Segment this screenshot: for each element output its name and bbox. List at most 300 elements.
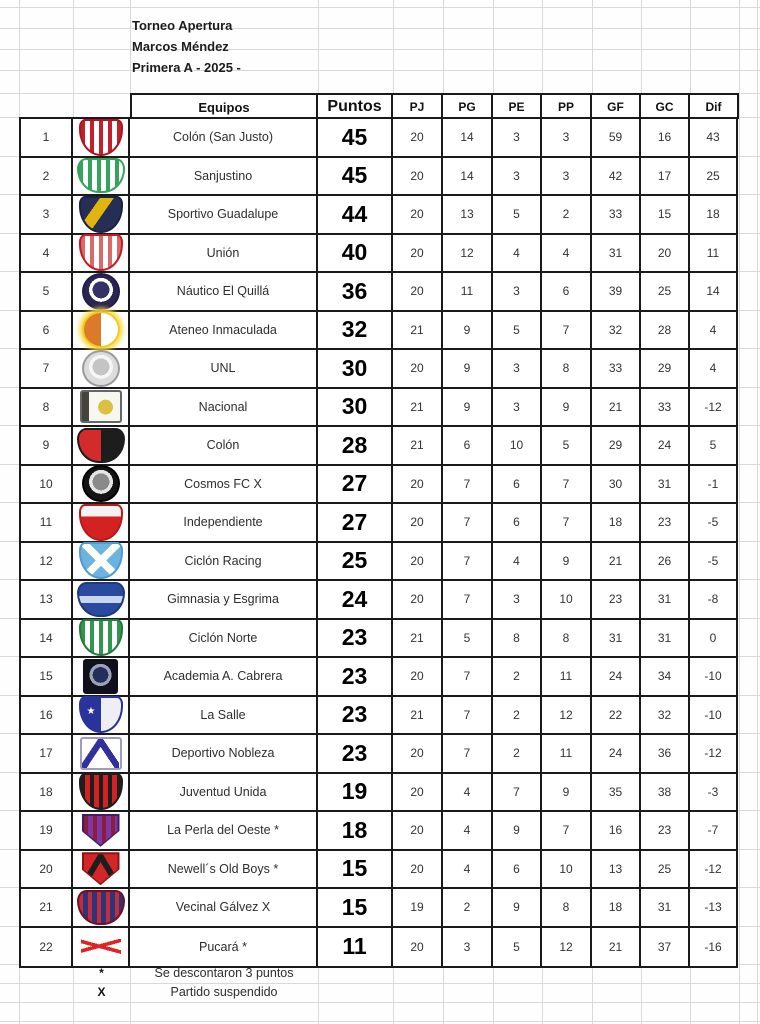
table-row — [21, 350, 736, 389]
gf-cell[interactable] — [592, 581, 641, 620]
gc-cell[interactable] — [641, 928, 690, 967]
pj-cell[interactable] — [393, 196, 443, 235]
pp-cell[interactable] — [542, 543, 592, 582]
pg-cell[interactable] — [443, 504, 493, 543]
position-cell[interactable] — [21, 389, 73, 428]
la-perla-del-oeste-crest — [82, 814, 120, 847]
pe-cell[interactable] — [493, 158, 542, 197]
sheet-title-line3[interactable]: Primera A - 2025 - — [132, 60, 241, 75]
gc-cell[interactable] — [641, 273, 690, 312]
team-cell[interactable] — [130, 350, 318, 389]
pe-cell[interactable] — [493, 273, 542, 312]
pp-cell[interactable] — [542, 350, 592, 389]
team-cell[interactable] — [130, 235, 318, 274]
team-cell[interactable] — [130, 273, 318, 312]
gc-cell[interactable] — [641, 389, 690, 428]
team-cell[interactable] — [130, 543, 318, 582]
dif-value: 11 — [706, 245, 720, 260]
pj-cell[interactable] — [393, 812, 443, 851]
team-name: Colón — [206, 438, 240, 453]
pj-cell[interactable] — [393, 235, 443, 274]
team-cell[interactable] — [130, 466, 318, 505]
pj-cell[interactable] — [393, 620, 443, 659]
vecinal-galvez-crest — [77, 890, 125, 925]
pe-cell[interactable] — [493, 196, 542, 235]
crest-cell[interactable] — [73, 466, 130, 505]
pj-cell[interactable] — [393, 350, 443, 389]
table-row — [21, 774, 736, 813]
pg-cell[interactable] — [443, 774, 493, 813]
position-cell[interactable] — [21, 928, 73, 967]
position-cell[interactable] — [21, 543, 73, 582]
pe-cell[interactable] — [493, 235, 542, 274]
sheet-title-line1[interactable]: Torneo Apertura — [132, 18, 233, 33]
pj-cell[interactable] — [393, 389, 443, 428]
pj-value: 20 — [410, 245, 424, 260]
dif-cell[interactable] — [690, 196, 736, 235]
pg-cell[interactable] — [443, 235, 493, 274]
team-cell[interactable] — [130, 119, 318, 158]
team-cell[interactable] — [130, 581, 318, 620]
position-cell[interactable] — [21, 273, 73, 312]
position-cell[interactable] — [21, 620, 73, 659]
gf-cell[interactable] — [592, 196, 641, 235]
gf-cell[interactable] — [592, 697, 641, 736]
pp-value: 9 — [562, 399, 570, 414]
dif-cell[interactable] — [690, 504, 736, 543]
pj-cell[interactable] — [393, 851, 443, 890]
crest-cell[interactable] — [73, 928, 130, 967]
crest-cell[interactable] — [73, 812, 130, 851]
pg-cell[interactable] — [443, 466, 493, 505]
puntos-value: 11 — [342, 933, 367, 960]
puntos-cell[interactable] — [318, 851, 393, 890]
pg-value: 2 — [463, 900, 471, 915]
crest-cell[interactable] — [73, 158, 130, 197]
puntos-cell[interactable] — [318, 658, 393, 697]
pe-cell[interactable] — [493, 427, 542, 466]
pj-value: 20 — [410, 130, 424, 145]
dif-cell[interactable] — [690, 312, 736, 351]
pp-cell[interactable] — [542, 427, 592, 466]
crest-cell[interactable] — [73, 774, 130, 813]
gf-value: 59 — [608, 130, 623, 145]
footnote-asterisk-text[interactable]: Se descontaron 3 puntos — [154, 966, 294, 980]
crest-cell[interactable] — [73, 504, 130, 543]
col-header-pp[interactable]: PP — [542, 95, 592, 119]
pg-cell[interactable] — [443, 581, 493, 620]
pe-cell[interactable] — [493, 851, 542, 890]
gf-cell[interactable] — [592, 928, 641, 967]
pe-cell[interactable] — [493, 581, 542, 620]
pp-cell[interactable] — [542, 851, 592, 890]
puntos-cell[interactable] — [318, 389, 393, 428]
gc-cell[interactable] — [641, 427, 690, 466]
crest-cell[interactable] — [73, 543, 130, 582]
gc-cell[interactable] — [641, 697, 690, 736]
gf-cell[interactable] — [592, 812, 641, 851]
puntos-cell[interactable] — [318, 812, 393, 851]
gc-cell[interactable] — [641, 658, 690, 697]
puntos-cell[interactable] — [318, 466, 393, 505]
pj-cell[interactable] — [393, 543, 443, 582]
pj-cell[interactable] — [393, 735, 443, 774]
pj-cell[interactable] — [393, 928, 443, 967]
col-header-gf[interactable]: GF — [592, 95, 641, 119]
dif-cell[interactable] — [690, 581, 736, 620]
pp-cell[interactable] — [542, 389, 592, 428]
team-cell[interactable] — [130, 889, 318, 928]
col-header-puntos[interactable]: Puntos — [318, 95, 393, 119]
pp-cell[interactable] — [542, 119, 592, 158]
pe-cell[interactable] — [493, 889, 542, 928]
gc-cell[interactable] — [641, 466, 690, 505]
academia-a-cabrera-crest — [83, 659, 118, 694]
gc-cell[interactable] — [641, 119, 690, 158]
puntos-cell[interactable] — [318, 273, 393, 312]
col-header-pg[interactable]: PG — [443, 95, 493, 119]
crest-cell[interactable] — [73, 889, 130, 928]
position-cell[interactable] — [21, 504, 73, 543]
position-cell[interactable] — [21, 158, 73, 197]
pj-cell[interactable] — [393, 581, 443, 620]
position-cell[interactable] — [21, 466, 73, 505]
pe-value: 3 — [513, 168, 520, 183]
gc-cell[interactable] — [641, 620, 690, 659]
crest-cell[interactable] — [73, 389, 130, 428]
pg-value: 7 — [463, 553, 471, 568]
pe-cell[interactable] — [493, 697, 542, 736]
puntos-cell[interactable] — [318, 620, 393, 659]
puntos-cell[interactable] — [318, 350, 393, 389]
table-row — [21, 851, 736, 890]
gc-value: 31 — [657, 592, 672, 607]
team-cell[interactable] — [130, 735, 318, 774]
pe-value: 8 — [513, 630, 520, 645]
team-cell[interactable] — [130, 620, 318, 659]
position-label: 8 — [42, 399, 50, 414]
crest-cell[interactable] — [73, 658, 130, 697]
pp-cell[interactable] — [542, 312, 592, 351]
pe-cell[interactable] — [493, 466, 542, 505]
pj-cell[interactable] — [393, 466, 443, 505]
dif-cell[interactable] — [690, 889, 736, 928]
gf-value: 13 — [608, 861, 623, 876]
gf-cell[interactable] — [592, 119, 641, 158]
pg-cell[interactable] — [443, 620, 493, 659]
col-header-pj[interactable]: PJ — [393, 95, 443, 119]
gimnasia-y-esgrima-crest — [77, 582, 125, 617]
position-cell[interactable] — [21, 312, 73, 351]
dif-cell[interactable] — [690, 273, 736, 312]
gc-cell[interactable] — [641, 196, 690, 235]
position-cell[interactable] — [21, 427, 73, 466]
pp-cell[interactable] — [542, 466, 592, 505]
position-cell[interactable] — [21, 735, 73, 774]
col-header-gc[interactable]: GC — [641, 95, 690, 119]
pg-cell[interactable] — [443, 196, 493, 235]
dif-cell[interactable] — [690, 235, 736, 274]
team-cell[interactable] — [130, 504, 318, 543]
gf-cell[interactable] — [592, 466, 641, 505]
pj-cell[interactable] — [393, 697, 443, 736]
puntos-cell[interactable] — [318, 158, 393, 197]
dif-cell[interactable] — [690, 735, 736, 774]
dif-cell[interactable] — [690, 119, 736, 158]
pe-value: 6 — [513, 476, 520, 491]
pe-value: 5 — [513, 939, 520, 954]
crest-cell[interactable] — [73, 235, 130, 274]
dif-value: -12 — [704, 399, 722, 414]
pg-cell[interactable] — [443, 543, 493, 582]
gf-cell[interactable] — [592, 889, 641, 928]
pe-cell[interactable] — [493, 735, 542, 774]
pp-value: 8 — [562, 361, 570, 376]
gf-cell[interactable] — [592, 774, 641, 813]
gc-cell[interactable] — [641, 312, 690, 351]
gc-cell[interactable] — [641, 543, 690, 582]
pe-cell[interactable] — [493, 658, 542, 697]
position-cell[interactable] — [21, 350, 73, 389]
puntos-cell[interactable] — [318, 196, 393, 235]
pe-cell[interactable] — [493, 312, 542, 351]
gf-cell[interactable] — [592, 504, 641, 543]
table-row — [21, 158, 736, 197]
team-cell[interactable] — [130, 851, 318, 890]
puntos-cell[interactable] — [318, 312, 393, 351]
gc-cell[interactable] — [641, 235, 690, 274]
pp-cell[interactable] — [542, 697, 592, 736]
pg-cell[interactable] — [443, 350, 493, 389]
dif-cell[interactable] — [690, 466, 736, 505]
pj-cell[interactable] — [393, 312, 443, 351]
pp-cell[interactable] — [542, 581, 592, 620]
gf-cell[interactable] — [592, 273, 641, 312]
puntos-value: 18 — [341, 816, 368, 843]
team-cell[interactable] — [130, 658, 318, 697]
puntos-cell[interactable] — [318, 774, 393, 813]
team-cell[interactable] — [130, 774, 318, 813]
pp-cell[interactable] — [542, 774, 592, 813]
team-cell[interactable] — [130, 812, 318, 851]
position-label: 13 — [39, 592, 53, 607]
puntos-value: 23 — [341, 662, 368, 689]
pg-cell[interactable] — [443, 119, 493, 158]
pj-cell[interactable] — [393, 427, 443, 466]
crest-cell[interactable] — [73, 620, 130, 659]
pg-cell[interactable] — [443, 312, 493, 351]
pg-cell[interactable] — [443, 158, 493, 197]
pp-cell[interactable] — [542, 235, 592, 274]
pe-cell[interactable] — [493, 620, 542, 659]
pp-cell[interactable] — [542, 196, 592, 235]
position-cell[interactable] — [21, 581, 73, 620]
dif-cell[interactable] — [690, 543, 736, 582]
pg-cell[interactable] — [443, 389, 493, 428]
gc-cell[interactable] — [641, 158, 690, 197]
pe-cell[interactable] — [493, 389, 542, 428]
crest-cell[interactable] — [73, 735, 130, 774]
table-row — [21, 427, 736, 466]
pj-cell[interactable] — [393, 273, 443, 312]
team-cell[interactable] — [130, 427, 318, 466]
pp-cell[interactable] — [542, 812, 592, 851]
sportivo-guadalupe-crest — [79, 196, 123, 233]
gf-cell[interactable] — [592, 658, 641, 697]
pe-cell[interactable] — [493, 774, 542, 813]
gc-cell[interactable] — [641, 889, 690, 928]
puntos-value: 27 — [341, 508, 368, 535]
pe-cell[interactable] — [493, 928, 542, 967]
gf-cell[interactable] — [592, 235, 641, 274]
pj-cell[interactable] — [393, 889, 443, 928]
puntos-cell[interactable] — [318, 504, 393, 543]
puntos-cell[interactable] — [318, 735, 393, 774]
position-cell[interactable] — [21, 235, 73, 274]
crest-cell[interactable] — [73, 196, 130, 235]
pj-cell[interactable] — [393, 774, 443, 813]
team-cell[interactable] — [130, 158, 318, 197]
gf-cell[interactable] — [592, 158, 641, 197]
dif-cell[interactable] — [690, 350, 736, 389]
gc-cell[interactable] — [641, 581, 690, 620]
position-cell[interactable] — [21, 697, 73, 736]
crest-cell[interactable] — [73, 581, 130, 620]
gf-cell[interactable] — [592, 620, 641, 659]
dif-cell[interactable] — [690, 697, 736, 736]
gc-cell[interactable] — [641, 735, 690, 774]
puntos-cell[interactable] — [318, 543, 393, 582]
gf-cell[interactable] — [592, 851, 641, 890]
pe-cell[interactable] — [493, 119, 542, 158]
pe-cell[interactable] — [493, 350, 542, 389]
pp-cell[interactable] — [542, 658, 592, 697]
puntos-cell[interactable] — [318, 697, 393, 736]
gc-cell[interactable] — [641, 350, 690, 389]
position-cell[interactable] — [21, 851, 73, 890]
position-cell[interactable] — [21, 812, 73, 851]
pp-cell[interactable] — [542, 158, 592, 197]
pj-value: 20 — [410, 284, 424, 299]
pg-cell[interactable] — [443, 427, 493, 466]
puntos-cell[interactable] — [318, 119, 393, 158]
dif-cell[interactable] — [690, 851, 736, 890]
col-header-equipos[interactable]: Equipos — [132, 95, 318, 119]
pe-cell[interactable] — [493, 543, 542, 582]
team-cell[interactable] — [130, 389, 318, 428]
pp-cell[interactable] — [542, 735, 592, 774]
pg-cell[interactable] — [443, 658, 493, 697]
dif-cell[interactable] — [690, 928, 736, 967]
pj-cell[interactable] — [393, 658, 443, 697]
position-cell[interactable] — [21, 889, 73, 928]
gf-cell[interactable] — [592, 427, 641, 466]
puntos-value: 28 — [341, 431, 368, 458]
gf-cell[interactable] — [592, 735, 641, 774]
pj-cell[interactable] — [393, 158, 443, 197]
puntos-cell[interactable] — [318, 581, 393, 620]
position-cell[interactable] — [21, 196, 73, 235]
footnote-asterisk-symbol[interactable]: * — [99, 966, 104, 980]
pp-cell[interactable] — [542, 889, 592, 928]
pg-cell[interactable] — [443, 928, 493, 967]
pp-cell[interactable] — [542, 504, 592, 543]
pe-cell[interactable] — [493, 504, 542, 543]
puntos-cell[interactable] — [318, 889, 393, 928]
pp-cell[interactable] — [542, 928, 592, 967]
gc-cell[interactable] — [641, 812, 690, 851]
position-cell[interactable] — [21, 658, 73, 697]
crest-cell[interactable] — [73, 350, 130, 389]
pg-cell[interactable] — [443, 697, 493, 736]
gf-cell[interactable] — [592, 312, 641, 351]
sheet-title-line2[interactable]: Marcos Méndez — [132, 39, 229, 54]
pj-cell[interactable] — [393, 119, 443, 158]
puntos-cell[interactable] — [318, 928, 393, 967]
gc-cell[interactable] — [641, 774, 690, 813]
table-row — [21, 273, 736, 312]
pg-cell[interactable] — [443, 273, 493, 312]
dif-cell[interactable] — [690, 620, 736, 659]
gf-cell[interactable] — [592, 389, 641, 428]
crest-cell[interactable] — [73, 697, 130, 736]
position-cell[interactable] — [21, 119, 73, 158]
pe-cell[interactable] — [493, 812, 542, 851]
footnote-x-symbol[interactable]: X — [97, 985, 106, 999]
pp-cell[interactable] — [542, 620, 592, 659]
col-header-dif[interactable]: Dif — [690, 95, 737, 119]
puntos-cell[interactable] — [318, 235, 393, 274]
pj-cell[interactable] — [393, 504, 443, 543]
pg-cell[interactable] — [443, 812, 493, 851]
gc-cell[interactable] — [641, 851, 690, 890]
team-cell[interactable] — [130, 312, 318, 351]
pg-cell[interactable] — [443, 851, 493, 890]
dif-cell[interactable] — [690, 389, 736, 428]
dif-cell[interactable] — [690, 774, 736, 813]
pp-value: 2 — [562, 207, 570, 222]
pg-cell[interactable] — [443, 889, 493, 928]
footnote-x-text[interactable]: Partido suspendido — [170, 985, 278, 999]
pp-value: 10 — [559, 861, 573, 876]
dif-cell[interactable] — [690, 427, 736, 466]
puntos-cell[interactable] — [318, 427, 393, 466]
team-cell[interactable] — [130, 196, 318, 235]
gf-value: 24 — [608, 669, 623, 684]
pp-value: 5 — [562, 438, 570, 453]
dif-cell[interactable] — [690, 658, 736, 697]
gf-value: 31 — [608, 245, 623, 260]
col-header-pe[interactable]: PE — [493, 95, 542, 119]
pp-cell[interactable] — [542, 273, 592, 312]
crest-cell[interactable] — [73, 851, 130, 890]
crest-cell[interactable] — [73, 273, 130, 312]
gf-cell[interactable] — [592, 350, 641, 389]
position-cell[interactable] — [21, 774, 73, 813]
team-name: La Perla del Oeste * — [167, 823, 279, 838]
team-cell[interactable] — [130, 928, 318, 967]
team-cell[interactable] — [130, 697, 318, 736]
pg-value: 4 — [463, 823, 471, 838]
dif-cell[interactable] — [690, 158, 736, 197]
crest-cell[interactable] — [73, 427, 130, 466]
crest-cell[interactable] — [73, 119, 130, 158]
gc-cell[interactable] — [641, 504, 690, 543]
crest-cell[interactable] — [73, 312, 130, 351]
gf-cell[interactable] — [592, 543, 641, 582]
pg-cell[interactable] — [443, 735, 493, 774]
dif-cell[interactable] — [690, 812, 736, 851]
